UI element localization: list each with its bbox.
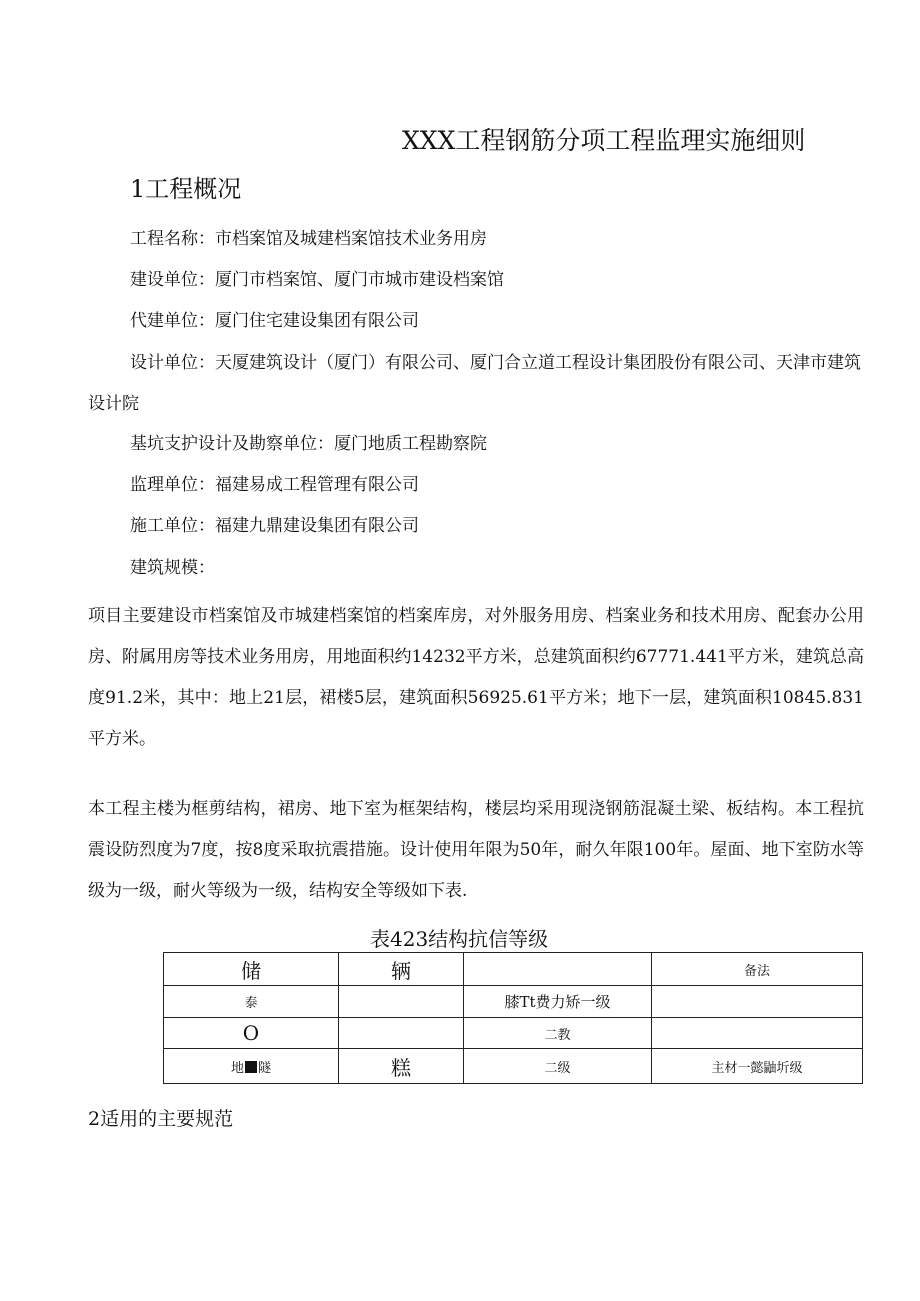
scale-label: 建筑规模： [130, 558, 215, 578]
table-cell: 主材一懿鼬圻级 [652, 1049, 863, 1084]
table-cell: 辆 [339, 953, 464, 986]
section-heading-norms: 2适用的主要规范 [88, 1108, 234, 1130]
table-cell [164, 1049, 339, 1084]
scale-paragraph: 项目主要建设市档案馆及市城建档案馆的档案库房，对外服务用房、档案业务和技术用房、配套办公用房、附属用房等技术业务用房，用地面积约14232平方米，总建筑面积约67771.441平方米，建筑总高度91.2米，其中：地上21层，裙楼5层，建筑面积56925.61平方米；地下一层，建筑面积10845.831平方米。 [88, 606, 864, 749]
cell-text-part: 地 [230, 1060, 244, 1076]
table-cell: 二级 [464, 1049, 652, 1084]
structure-grade-table [163, 952, 863, 1084]
table-caption: 表423结构抗信等级 [370, 927, 549, 951]
design-unit: 设计单位：天厦建筑设计（厦门）有限公司、厦门合立道工程设计集团股份有限公司、天津市建筑设计院 [88, 353, 861, 414]
table-cell: 储 [164, 953, 339, 986]
table-cell: 二教 [464, 1018, 652, 1049]
table-row [164, 953, 863, 986]
table-row [164, 1018, 863, 1049]
table-cell: O [164, 1018, 339, 1049]
table-cell: 泰 [164, 986, 339, 1018]
survey-unit: 基坑支护设计及勘察单位：厦门地质工程勘察院 [130, 434, 487, 454]
table-cell [652, 1018, 863, 1049]
black-square-icon [245, 1061, 257, 1073]
supervision-unit: 监理单位：福建易成工程管理有限公司 [130, 475, 419, 495]
construction-unit: 施工单位：福建九鼎建设集团有限公司 [130, 516, 419, 536]
structure-paragraph: 本工程主楼为框剪结构，裙房、地下室为框架结构，楼层均采用现浇钢筋混凝土梁、板结构。本工程抗震设防烈度为7度，按8度采取抗震措施。设计使用年限为50年，耐久年限100年。屋面、地下室防水等级为一级，耐火等级为一级，结构安全等级如下表. [88, 799, 864, 901]
table-row [164, 986, 863, 1018]
table-cell: 膝Tt费力矫一级 [464, 986, 652, 1018]
table-cell [339, 1018, 464, 1049]
table-row [164, 1049, 863, 1084]
table-cell: 糕 [339, 1049, 464, 1084]
table-cell [339, 986, 464, 1018]
cell-text-part: 隧 [258, 1060, 272, 1076]
document-title: XXX工程钢筋分项工程监理实施细则 [402, 126, 806, 155]
agent-builder-unit: 代建单位：厦门住宅建设集团有限公司 [130, 311, 419, 331]
project-name: 工程名称：市档案馆及城建档案馆技术业务用房 [130, 229, 487, 249]
table-cell [464, 953, 652, 986]
table-cell: 备法 [652, 953, 863, 986]
section-heading-overview: 1工程概况 [130, 175, 242, 203]
table-cell [652, 986, 863, 1018]
builder-unit: 建设单位：厦门市档案馆、厦门市城市建设档案馆 [130, 270, 504, 290]
